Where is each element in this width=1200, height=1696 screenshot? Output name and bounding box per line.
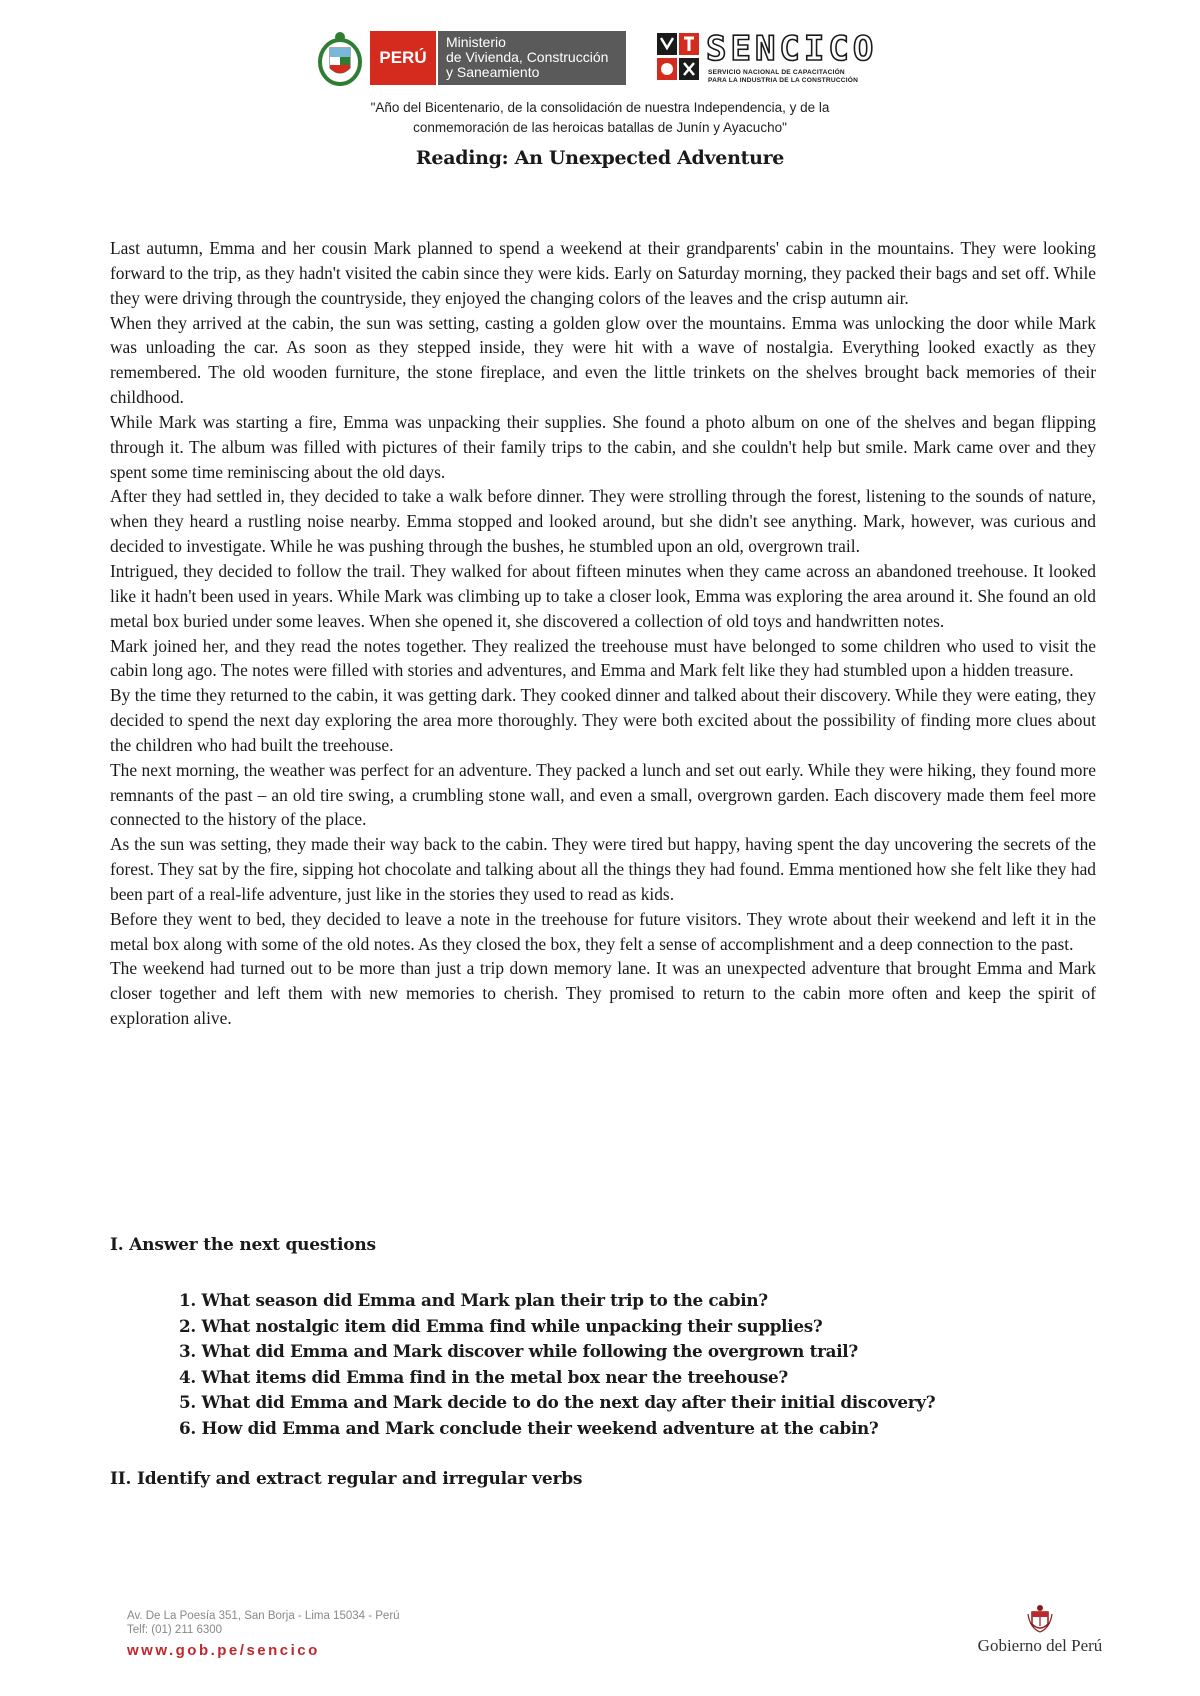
sencico-logo [656, 30, 896, 88]
header-logos [316, 26, 896, 90]
question-item: 6. How did Emma and Mark conclude their weekend adventure at the cabin? [179, 1417, 879, 1438]
paragraph: Before they went to bed, they decided to leave a note in the treehouse for future visitors. They wrote about their weekend and left it in the metal box along with some of the old notes. As they closed the box, they felt a sense of accomplishment and a deep connection to the past. [110, 908, 1096, 954]
footer-address [127, 1609, 400, 1637]
ministerio-line-3: y Saneamiento [446, 64, 540, 80]
year-motto [250, 98, 950, 138]
address-text: Av. De La Poesía 351, San Borja - Lima 15034 - Perú [127, 1610, 400, 1622]
paragraph: The next morning, the weather was perfect for an adventure. They packed a lunch and set out early. While they were hiking, they found more remnants of the past – an old tire swing, a crumbling stone wall, and even a small, overgrown garden. Each discovery made them feel more connected to the history of the place. [110, 759, 1096, 830]
peru-coat-of-arms-icon [316, 28, 364, 88]
reading-text [110, 236, 1096, 1031]
phone-text: Telf: (01) 211 6300 [127, 1624, 223, 1636]
gobierno-coat-of-arms-icon [1027, 1604, 1053, 1634]
question-item: 3. What did Emma and Mark discover while following the overgrown trail? [179, 1341, 858, 1362]
question-item: 1. What season did Emma and Mark plan their trip to the cabin? [179, 1290, 768, 1310]
footer-url-link[interactable]: www.gob.pe/sencico [127, 1642, 320, 1659]
ministerio-line-1: Ministerio [446, 34, 506, 50]
ministerio-line-2: de Vivienda, Construcción [446, 49, 609, 65]
year-motto-line-1: "Año del Bicentenario, de la consolidación de nuestra Independencia, y de la [370, 100, 830, 115]
question-item: 5. What did Emma and Mark decide to do the next day after their initial discovery? [179, 1392, 936, 1413]
sencico-wordmark: SENCICO [706, 29, 878, 69]
ministerio-logo [316, 26, 626, 90]
gobierno-logo [960, 1604, 1120, 1674]
question-item: 4. What items did Emma find in the metal box near the treehouse? [179, 1366, 788, 1387]
page-title: Reading: An Unexpected Adventure [415, 147, 785, 169]
ministerio-name [436, 31, 626, 85]
paragraph: While Mark was starting a fire, Emma was unpacking their supplies. She found a photo album on one of the shelves and began flipping through it. The album was filled with pictures of their family trips to the cabin, and she couldn't help but smile. Mark came over and they spent some time reminiscing about the old days. [110, 411, 1096, 482]
section-2-heading: II. Identify and extract regular and irregular verbs [110, 1469, 583, 1489]
paragraph: Intrigued, they decided to follow the trail. They walked for about fifteen minutes when they came across an abandoned treehouse. It looked like it hadn't been used in years. While Mark was climbing up to take a closer look, Emma was exploring the area around it. She found an old metal box buried under some leaves. When she opened it, she discovered a collection of old toys and handwritten notes. [110, 560, 1096, 631]
paragraph: Last autumn, Emma and her cousin Mark planned to spend a weekend at their grandparents' cabin in the mountains. They were looking forward to the trip, as they hadn't visited the cabin since they were kids. Early on Saturday morning, they packed their bags and set off. While they were driving through the countryside, they enjoyed the changing colors of the leaves and the crisp autumn air. [110, 238, 1096, 308]
question-item: 2. What nostalgic item did Emma find while unpacking their supplies? [179, 1315, 823, 1336]
paragraph: Mark joined her, and they read the notes together. They realized the treehouse must have belonged to some children who used to visit the cabin long ago. The notes were filled with stories and adventures, and Emma and Mark felt like they had stumbled upon a hidden treasure. [110, 635, 1096, 681]
paragraph: By the time they returned to the cabin, it was getting dark. They cooked dinner and talked about their discovery. While they were eating, they decided to spend the next day exploring the area more thoroughly. They were both excited about the possibility of finding more clues about the children who had built the treehouse. [110, 685, 1096, 755]
gobierno-label: Gobierno del Perú [977, 1636, 1103, 1655]
sencico-tagline-line-1: SERVICIO NACIONAL DE CAPACITACIÓN [708, 69, 845, 76]
paragraph: When they arrived at the cabin, the sun was setting, casting a golden glow over the mountains. Emma was unlocking the door while Mark was unloading the car. As soon as they stepped inside, they were hit with a wave of nostalgia. Everything looked exactly as they remembered. The old wooden furniture, the stone fireplace, and even the little trinkets on the shelves brought back memories of their childhood. [110, 312, 1096, 408]
paragraph: The weekend had turned out to be more than just a trip down memory lane. It was an unexpected adventure that brought Emma and Mark closer together and left them with new memories to cherish. They promised to return to the cabin more often and keep the spirit of exploration alive. [110, 958, 1096, 1029]
questions-list [179, 1288, 1079, 1442]
year-motto-line-2: conmemoración de las heroicas batallas de Junín y Ayacucho" [413, 120, 787, 135]
sencico-tagline [708, 69, 896, 85]
peru-label: PERÚ [370, 31, 436, 85]
paragraph: After they had settled in, they decided to take a walk before dinner. They were strolling through the forest, listening to the sounds of nature, when they heard a rustling noise nearby. Emma stopped and looked around, but she didn't see anything. Mark, however, was curious and decided to investigate. While he was pushing through the bushes, he stumbled upon an old, overgrown trail. [110, 486, 1096, 557]
section-1-heading: I. Answer the next questions [110, 1235, 376, 1255]
sencico-emblem-icon [656, 32, 700, 82]
paragraph: As the sun was setting, they made their way back to the cabin. They were tired but happy, having spent the day uncovering the secrets of the forest. They sat by the fire, sipping hot chocolate and talking about all the things they had found. Emma mentioned how she felt like they had been part of a real-life adventure, just like in the stories they used to read as kids. [110, 834, 1096, 904]
sencico-tagline-line-2: PARA LA INDUSTRIA DE LA CONSTRUCCIÓN [708, 77, 859, 84]
